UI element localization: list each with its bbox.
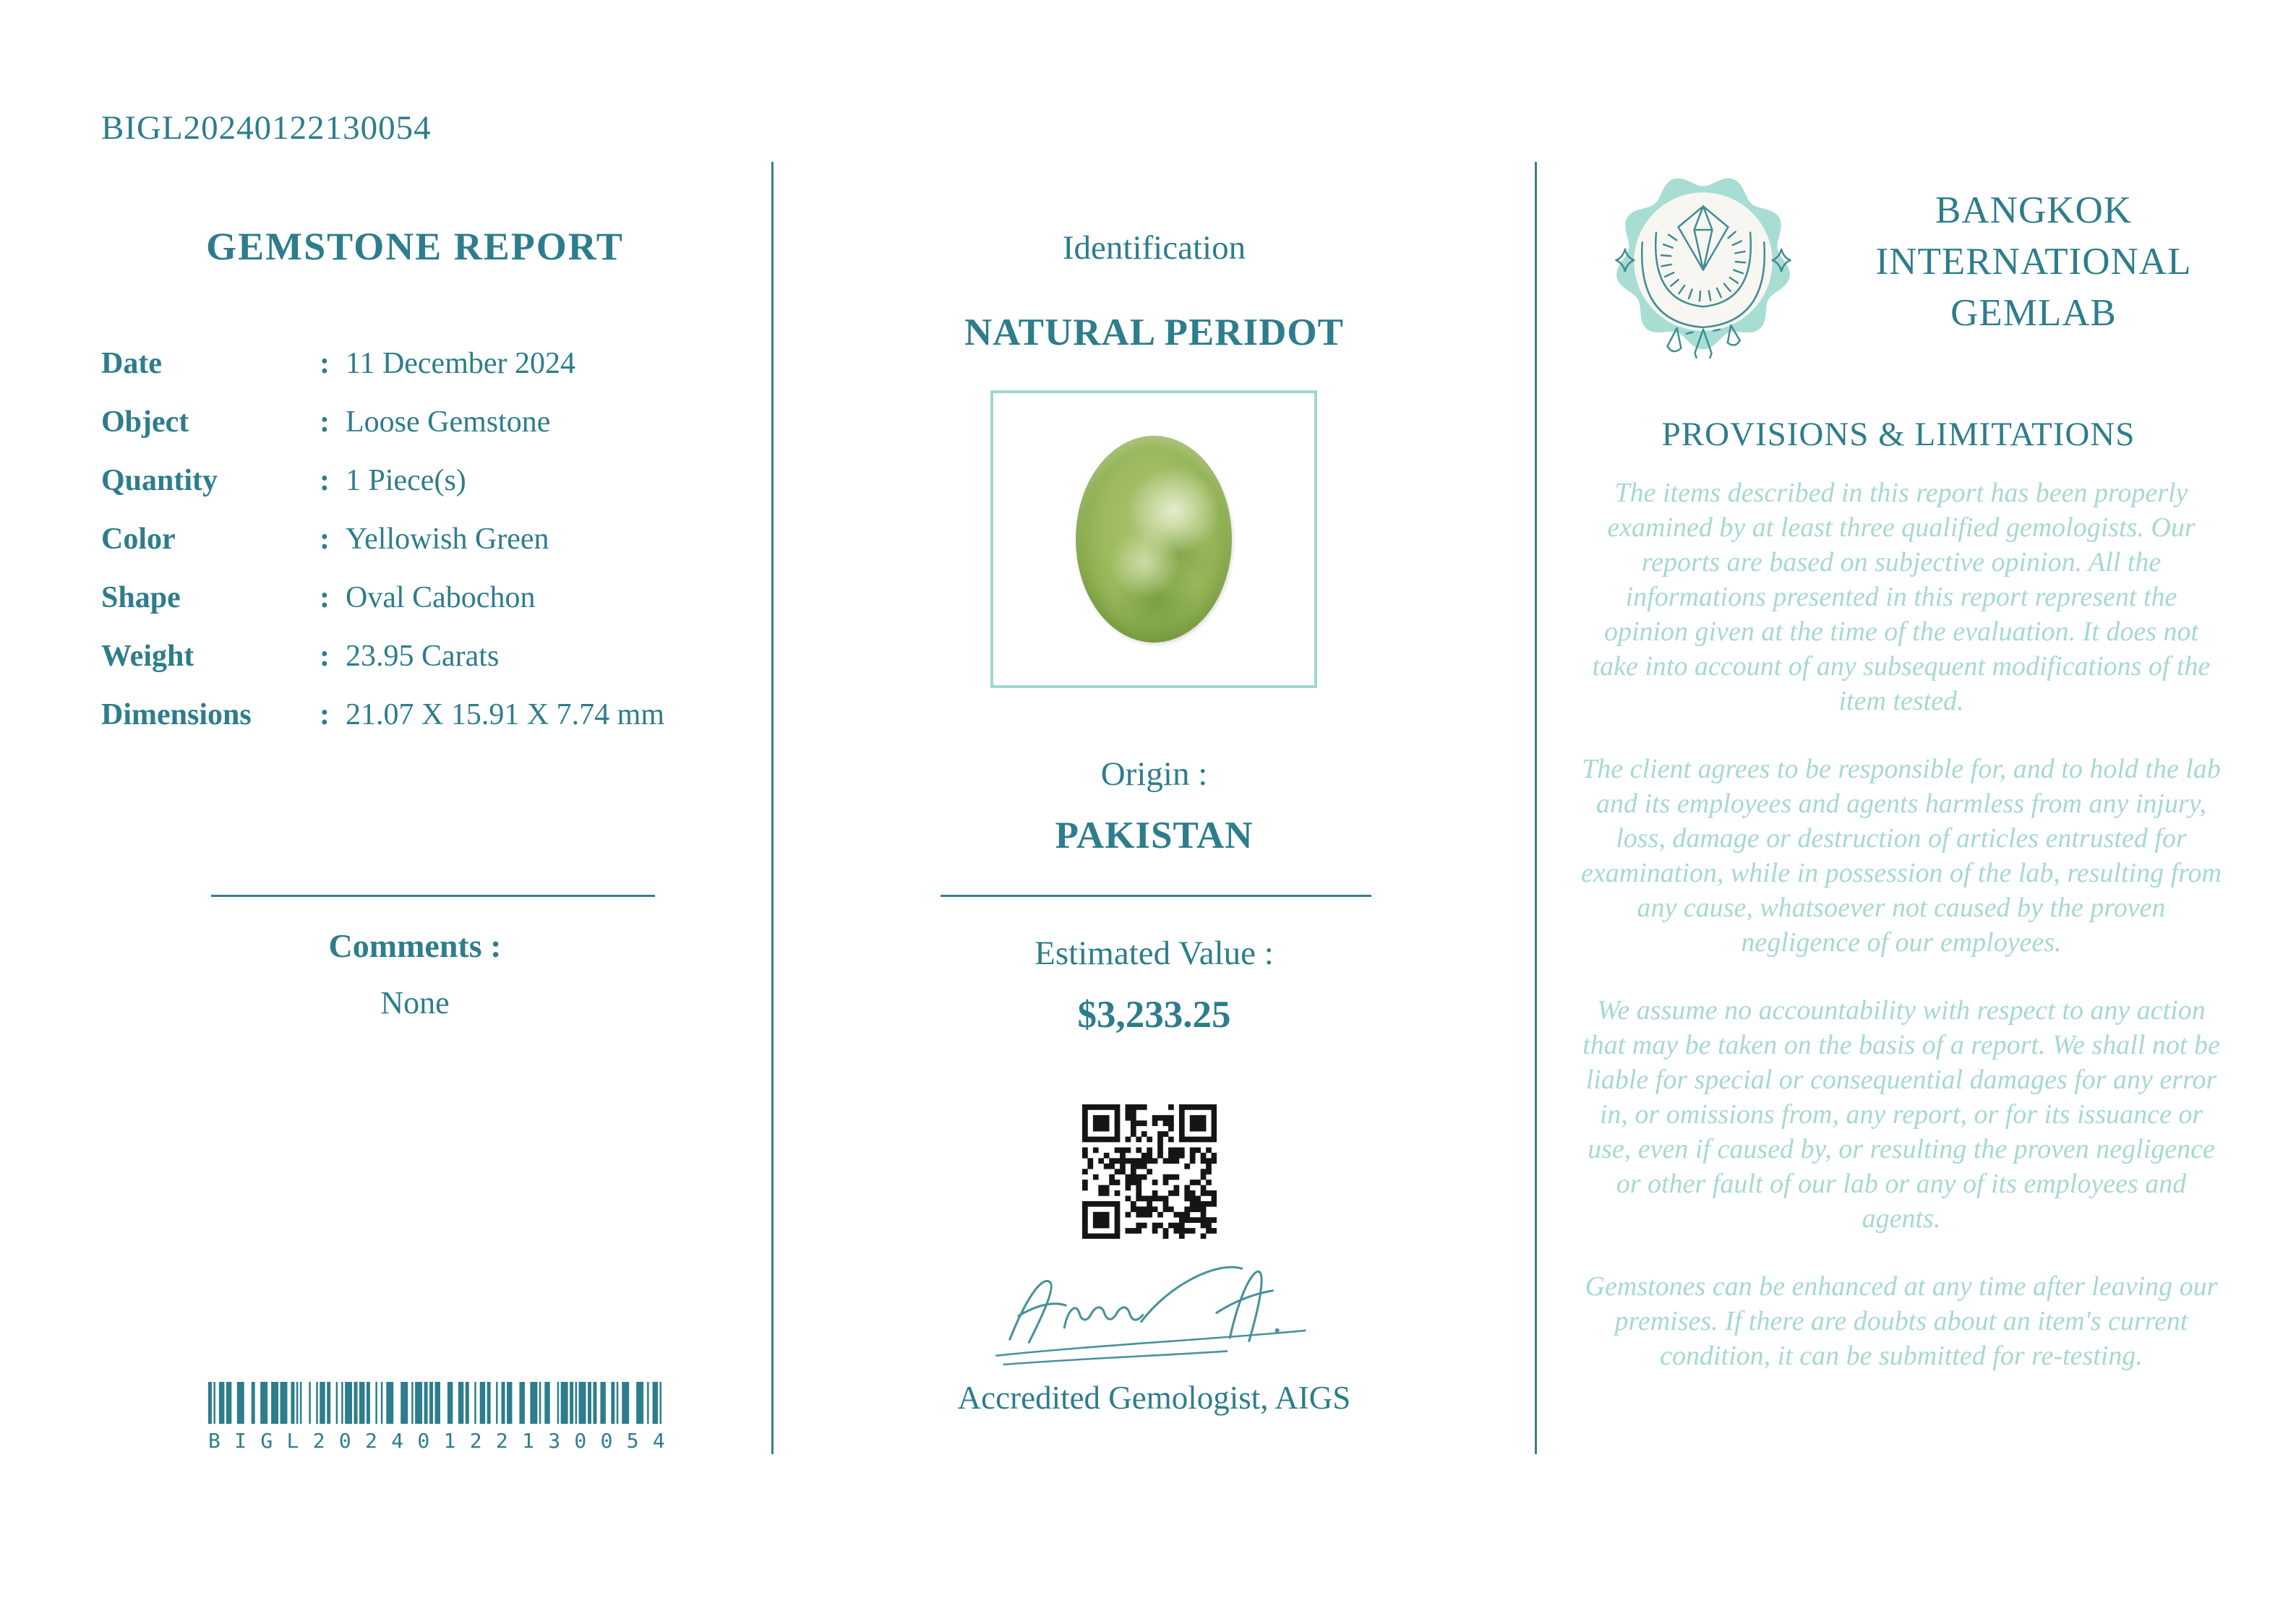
barcode-char: B xyxy=(208,1429,220,1453)
barcode-char: 0 xyxy=(338,1429,351,1453)
provisions-title: PROVISIONS & LIMITATIONS xyxy=(1661,416,2136,453)
barcode-char: 1 xyxy=(443,1429,456,1453)
signature-stroke xyxy=(1064,1307,1142,1328)
barcode-char: I xyxy=(234,1429,247,1453)
gem-name: NATURAL PERIDOT xyxy=(964,312,1344,353)
field-colon: : xyxy=(320,405,330,439)
field-colon: : xyxy=(320,580,330,614)
report-fields xyxy=(101,334,729,744)
comments-value: None xyxy=(380,985,450,1021)
gemologist-title: Accredited Gemologist, AIGS xyxy=(957,1380,1351,1416)
barcode-char: 2 xyxy=(469,1429,482,1453)
barcode-char: 0 xyxy=(600,1429,613,1453)
origin-label: Origin : xyxy=(1100,755,1208,793)
field-label: Weight xyxy=(101,639,194,673)
barcode-char: 3 xyxy=(548,1429,561,1453)
lab-name-line: BANGKOK xyxy=(1935,189,2132,231)
field-row-dimensions xyxy=(101,685,729,744)
field-label: Date xyxy=(101,346,162,380)
barcode-char: 2 xyxy=(495,1429,508,1453)
field-value: 1 Piece(s) xyxy=(346,463,466,497)
barcode-char: L xyxy=(286,1429,299,1453)
field-row-shape xyxy=(101,568,729,627)
barcode xyxy=(208,1382,665,1453)
field-value: Yellowish Green xyxy=(346,522,549,556)
lab-name-line: GEMLAB xyxy=(1950,291,2117,334)
barcode-bars xyxy=(208,1382,665,1424)
barcode-char: G xyxy=(260,1429,273,1453)
barcode-char: 2 xyxy=(312,1429,325,1453)
field-label: Dimensions xyxy=(101,697,252,731)
field-label: Quantity xyxy=(101,463,218,497)
report-title: GEMSTONE REPORT xyxy=(206,225,624,268)
qr-code xyxy=(1082,1104,1217,1239)
field-colon: : xyxy=(320,463,330,497)
field-label: Shape xyxy=(101,580,181,614)
value-divider xyxy=(941,895,1371,897)
signature-stroke xyxy=(1141,1267,1242,1321)
column-divider-right xyxy=(1535,162,1537,1454)
origin-value: PAKISTAN xyxy=(1055,815,1254,856)
provisions-paragraph: The items described in this report has been properly examined by at least three qualified gemologists. Our reports are based on subjective opinion. All the informations presented in this report represent the opinion given at the time of the evaluation. It does not take into account of any subsequent modifications of the item tested. xyxy=(1592,478,2211,716)
comments-label: Comments : xyxy=(328,927,502,964)
provisions-paragraph: We assume no accountability with respect to any action that may be taken on the basis of a report. We shall not be liable for special or consequential damages for any error in, or omissions from, any report, or for its issuance or use, even if caused by, or resulting the proven negligence or other fault of our lab or any of its employees and agents. xyxy=(1582,995,2220,1234)
field-value: 21.07 X 15.91 X 7.74 mm xyxy=(346,697,664,731)
barcode-char: 2 xyxy=(365,1429,377,1453)
provisions-paragraph: Gemstones can be enhanced at any time after leaving our premises. If there are doubts about an item's current condition, it can be submitted for re-testing. xyxy=(1585,1271,2218,1371)
provisions-paragraphs xyxy=(1580,476,2222,1406)
gem-photo xyxy=(1076,436,1232,643)
field-row-quantity xyxy=(101,451,729,510)
barcode-char: 0 xyxy=(417,1429,430,1453)
field-colon: : xyxy=(320,697,330,731)
field-row-weight xyxy=(101,627,729,685)
field-colon: : xyxy=(320,639,330,673)
signature-underline xyxy=(996,1331,1305,1356)
signature xyxy=(983,1252,1323,1378)
field-label: Object xyxy=(101,405,189,439)
lab-logo xyxy=(1606,165,1800,358)
lab-name xyxy=(1807,185,2260,339)
barcode-text xyxy=(208,1429,665,1453)
provisions-paragraph: The client agrees to be responsible for, and to hold the lab and its employees and agents harmless from any injury, loss, damage or destruction of articles entrusted for examination, while in possession of the lab, resulting from any cause, whatsoever not caused by the proven negligence of our employees. xyxy=(1581,754,2222,958)
comments-divider xyxy=(211,895,655,897)
field-colon: : xyxy=(320,522,330,556)
barcode-char: 0 xyxy=(574,1429,587,1453)
estimated-value-amount: $3,233.25 xyxy=(1077,994,1231,1036)
field-value: Loose Gemstone xyxy=(346,405,551,439)
field-value: Oval Cabochon xyxy=(346,580,536,614)
barcode-char: 1 xyxy=(522,1429,534,1453)
field-label: Color xyxy=(101,522,176,556)
field-row-object xyxy=(101,392,729,451)
report-number: BIGL20240122130054 xyxy=(101,109,432,147)
lab-name-line: INTERNATIONAL xyxy=(1875,240,2192,283)
identification-label: Identification xyxy=(1062,229,1246,267)
field-row-date xyxy=(101,334,729,392)
field-value: 23.95 Carats xyxy=(346,639,500,673)
field-value: 11 December 2024 xyxy=(346,346,575,380)
estimated-value-label: Estimated Value : xyxy=(1035,935,1274,972)
field-colon: : xyxy=(320,346,330,380)
column-divider-left xyxy=(771,162,774,1454)
signature-stroke xyxy=(1010,1281,1051,1342)
barcode-char: 4 xyxy=(652,1429,665,1453)
signature-stroke xyxy=(1217,1291,1273,1313)
barcode-char: 5 xyxy=(626,1429,639,1453)
signature-stroke xyxy=(1230,1271,1261,1341)
barcode-char: 4 xyxy=(391,1429,404,1453)
lab-header xyxy=(1580,165,2260,358)
field-row-color xyxy=(101,510,729,568)
gem-photo-frame xyxy=(990,390,1317,688)
signature-underline xyxy=(1004,1352,1228,1365)
